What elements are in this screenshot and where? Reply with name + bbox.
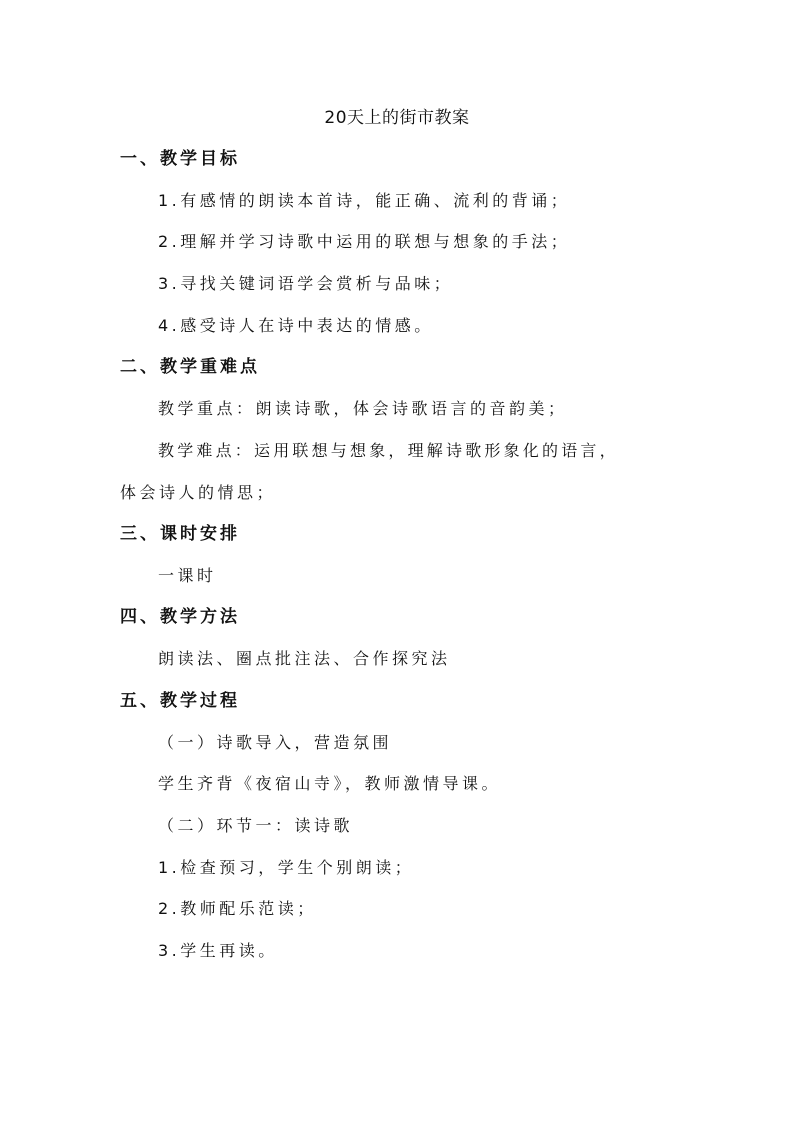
difficult-point-continuation: 体会诗人的情思；	[120, 483, 277, 502]
document-title: 20天上的街市教案	[324, 108, 470, 128]
objective-item-3: 3.寻找关键词语学会赏析与品味；	[158, 274, 454, 293]
section-heading-process: 五、教学过程	[120, 691, 240, 711]
objective-item-4: 4.感受诗人在诗中表达的情感。	[158, 316, 434, 335]
section-heading-methods: 四、教学方法	[120, 607, 240, 627]
key-point-item: 教学重点：朗读诗歌，体会诗歌语言的音韵美；	[158, 399, 568, 418]
process-step-1-text: 学生齐背《夜宿山寺》，教师激情导课。	[158, 774, 502, 793]
process-step-2-item-3: 3.学生再读。	[158, 941, 278, 960]
process-step-2-item-2: 2.教师配乐范读；	[158, 899, 317, 918]
methods-item: 朗读法、圈点批注法、合作探究法	[158, 649, 451, 668]
schedule-item: 一课时	[158, 566, 217, 585]
section-heading-key-points: 二、教学重难点	[120, 357, 260, 377]
process-step-1-title: （一）诗歌导入，营造氛围	[158, 733, 393, 752]
section-heading-objectives: 一、教学目标	[120, 149, 240, 169]
process-step-2-item-1: 1.检查预习，学生个别朗读；	[158, 858, 415, 877]
process-step-2-title: （二）环节一：读诗歌	[158, 816, 354, 835]
objective-item-2: 2.理解并学习诗歌中运用的联想与想象的手法；	[158, 232, 571, 251]
section-heading-schedule: 三、课时安排	[120, 524, 240, 544]
difficult-point-item: 教学难点：运用联想与想象，理解诗歌形象化的语言，	[158, 441, 619, 460]
objective-item-1: 1.有感情的朗读本首诗，能正确、流利的背诵；	[158, 191, 571, 210]
